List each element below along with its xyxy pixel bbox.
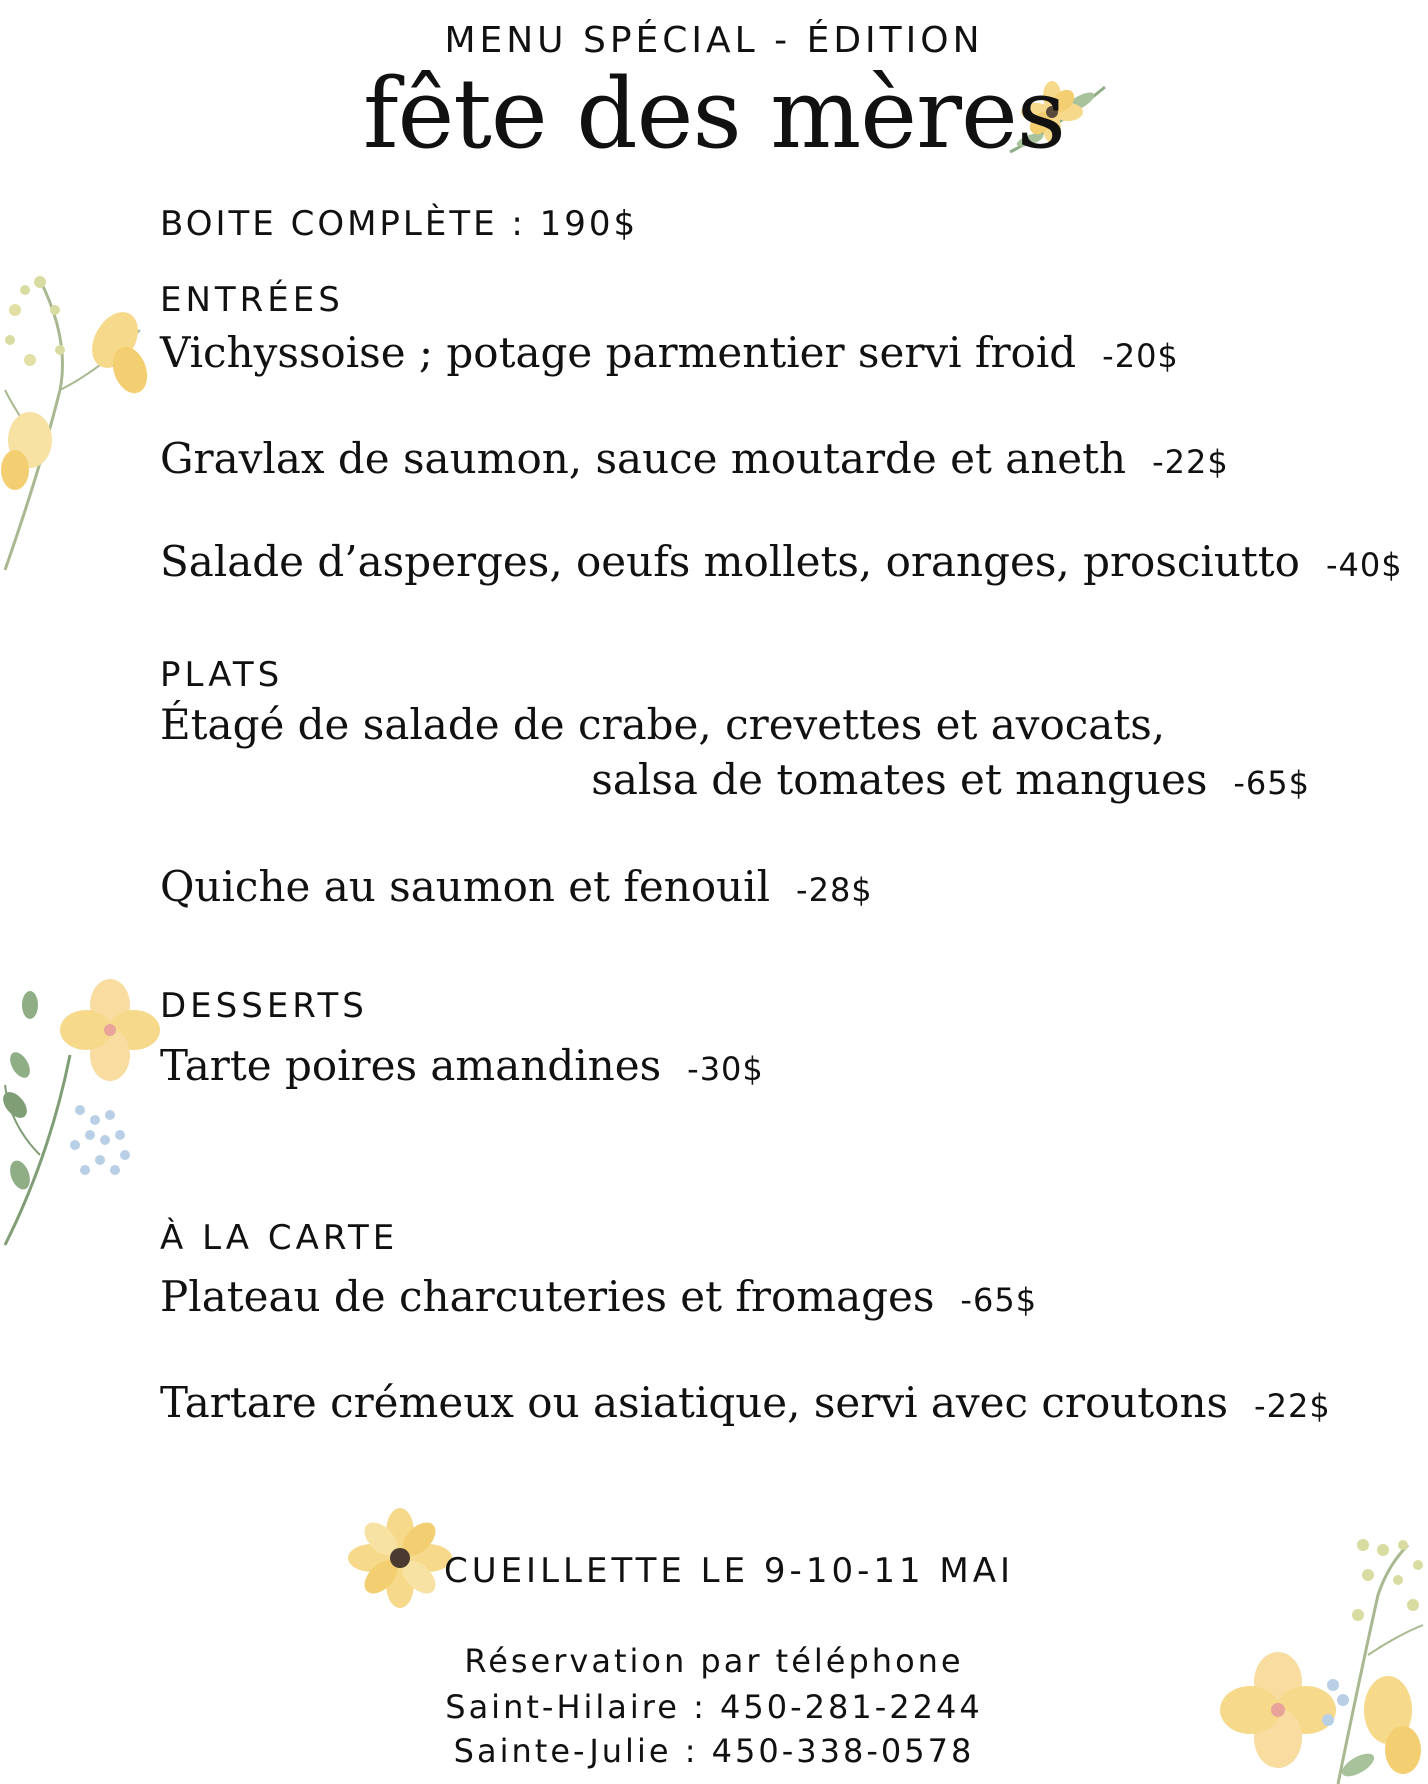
item-name: Plateau de charcuteries et fromages [160,1272,935,1321]
item-price: -20$ [1102,337,1179,375]
item-name: Vichyssoise ; potage parmentier servi froid [160,328,1077,377]
item-name: Tarte poires amandines [160,1041,662,1090]
section-heading-desserts: DESSERTS [160,986,368,1026]
menu-item [591,755,1310,804]
complete-box-price: BOITE COMPLÈTE : 190$ [160,204,639,244]
item-name: Tartare crémeux ou asiatique, servi avec croutons [160,1378,1229,1427]
item-name: Gravlax de saumon, sauce moutarde et aneth [160,434,1127,483]
reservation-note: Réservation par téléphone [464,1642,964,1680]
flower-illustration-left-top [0,270,160,580]
flower-illustration-left-middle [0,975,160,1255]
item-price: -65$ [1233,764,1310,802]
item-price: -22$ [1254,1387,1331,1425]
menu-item [160,862,873,911]
item-price: -30$ [687,1050,764,1088]
item-price: -40$ [1325,546,1403,584]
phone-saint-hilaire: Saint-Hilaire : 450-281-2244 [445,1688,983,1726]
item-name: Salade d’asperges, oeufs mollets, oranges, prosciutto [160,537,1300,586]
item-price: -65$ [960,1281,1038,1319]
menu-item [160,537,1403,586]
item-name: Quiche au saumon et fenouil [160,862,771,911]
menu-item [160,1378,1331,1427]
section-heading-plats: PLATS [160,655,284,695]
phone-sainte-julie: Sainte-Julie : 450-338-0578 [453,1732,975,1770]
menu-title: fête des mères [362,58,1066,170]
item-price: -22$ [1152,443,1229,481]
menu-item [160,1041,764,1090]
menu-subtitle: MENU SPÉCIAL - ÉDITION [444,20,984,61]
menu-item [160,1272,1037,1321]
item-name-line1: Étagé de salade de crabe, crevettes et avocats, [160,700,1166,749]
item-price: -28$ [796,871,873,909]
item-name-line2: salsa de tomates et mangues [591,755,1208,804]
menu-item [160,434,1229,483]
section-heading-entrees: ENTRÉES [160,280,344,320]
section-heading-a-la-carte: À LA CARTE [160,1218,399,1258]
menu-item [160,328,1179,377]
pickup-dates: CUEILLETTE LE 9-10-11 MAI [443,1551,1015,1591]
